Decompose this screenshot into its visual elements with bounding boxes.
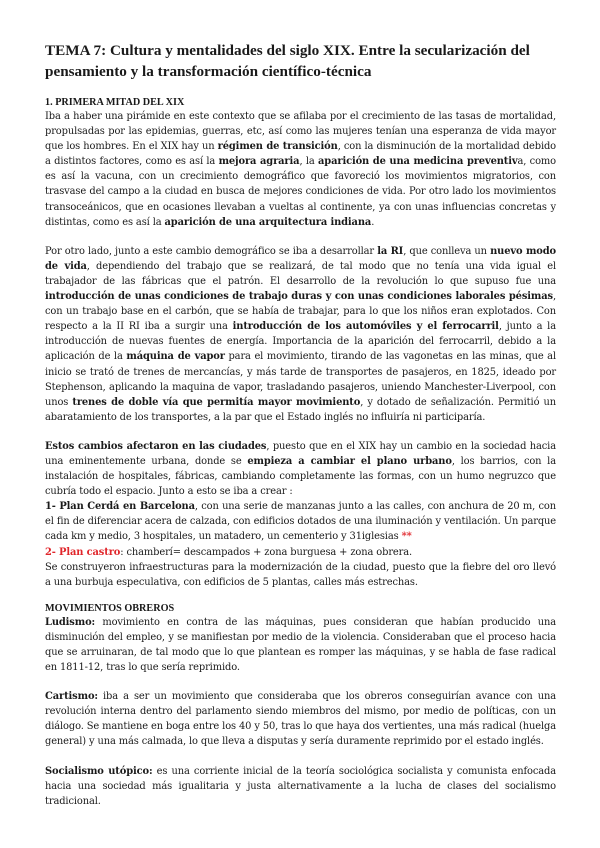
text-run: , junto a la introducción de nuevas fuentes de energía. Importancia de la aparición del ferrocarril, debido a la aplicación de la <box>45 321 556 363</box>
bold-text: introducción de unas condiciones de trabajo duras y con unas condiciones laborales pésimas <box>45 291 553 303</box>
bold-text: empieza a cambiar el plano urbano <box>247 455 452 467</box>
bold-text: nuevo modo de vida <box>45 245 556 272</box>
text-run: , los barrios, con la instalación de hospitales, fábricas, cambiando completamente las formas, con un humo negruzco que cubría todo el espacio. Junto a esto se iba a crear : <box>45 455 556 498</box>
text-run: : chamberí= descampados + zona burguesa + zona obrera. <box>120 546 413 558</box>
text-run: iba a ser un movimiento que consideraba que los obreros conseguirían avance con una revolución interna dentro del parlamento siendo miembros del mismo, por medio de políticas, con un diálogo. Se mantiene en boga entre los 40 y 50, tras lo que haya dos vertientes, una más radical (huelga general) y una más calmada, lo que lleva a disputas y sería duramente reprimido por el estado inglés. <box>45 691 556 748</box>
bold-text: Cartismo: <box>45 691 98 703</box>
text-run: para el movimiento, tirando de las vagonetas en las minas, que al inicio se trató de trenes de mercancías, y más tarde de transportes de pasajeros, en 1825, ideado por Stephenson, aplicando la maquina de vapor, trasladando pasajeros, uniendo Manchester-Liverpool, con unos <box>45 351 556 408</box>
text-run: , que conlleva un <box>403 245 491 257</box>
paragraph-socialismo-utopico <box>45 764 556 809</box>
highlight-text: 2- Plan castro <box>45 546 121 558</box>
text-run: , con un trabajo base en el carbón, que se había de trabajar, para lo que los niños eran explotados. Con respecto a la II RI iba a surgir una <box>45 291 556 333</box>
paragraph-revolucion-industrial <box>45 244 556 425</box>
text-run: , dependiendo del trabajo que se realizará, de tal modo que no tenía una vida igual el trabajador de las fábricas que el patrón. El desarrollo de la revolución lo que supuso fue una <box>45 260 556 287</box>
bold-text: Estos cambios afectaron en las ciudades <box>45 440 267 452</box>
text-run: . <box>371 216 375 228</box>
paragraph-demografia <box>45 109 556 230</box>
text-run: a, como es así la vacuna, con un crecimiento demográfico que favoreció los movimientos migratorios, con trasvase del campo a la ciudad en busca de mejores condiciones de vida. Por otro lado los movimientos transoceánicos, que en ocasiones llevaban a vueltas al continente, ya con unas influencias concretas y distintas, como es así la <box>45 156 556 228</box>
paragraph-cartismo <box>45 689 556 749</box>
text-run: , y dotado de señalización. Permitió un abaratamiento de los transportes, a la par que el Estado inglés no influiría ni participaría. <box>45 396 556 423</box>
text-run: Iba a haber una pirámide en este contexto que se afilaba por el crecimiento de las tasas de mortalidad, propulsadas por las epidemias, guerras, etc, así como las mujeres tenían una esperanza de vida mayor que los hombres. En el XIX hay un <box>45 111 556 153</box>
bold-text: trenes de doble vía que permitía mayor movimiento <box>72 396 361 408</box>
text-run: , con una serie de manzanas junto a las calles, con anchura de 20 m, con el fin de diferenciar acera de calzada, con edificios dotados de una iluminación y ventilación. Un parque cada km y medio, 3 hospitales, un matadero, un cementerio y 31iglesias <box>45 501 556 543</box>
text-run: movimiento en contra de las máquinas, pues consideran que habían producido una disminución del empleo, y se manifiestan por medio de la violencia. Consideraban que el proceso hacia que se arruinaran, de tal modo que lo que plantean es romper las máquinas, y se habla de fase radical en 1811-12, tras lo que sería reprimido. <box>45 616 556 674</box>
bold-text: Ludismo: <box>45 616 96 628</box>
bold-text: aparición de una arquitectura indiana <box>164 216 372 228</box>
text-run: Por otro lado, junto a este cambio demográfico se iba a desarrollar <box>45 245 378 257</box>
text-run: , con la disminución de la mortalidad debido a distintos factores, como es así la <box>45 141 557 168</box>
bold-text: 1- Plan Cerdá en Barcelona <box>45 501 195 513</box>
text-run: , la <box>299 156 319 168</box>
bold-text: régimen de transición <box>217 141 338 153</box>
bold-text: máquina de vapor <box>126 351 225 363</box>
bold-text: aparición de una medicina preventiv <box>318 156 518 168</box>
bold-text: Socialismo utópico: <box>45 765 153 777</box>
bold-text: introducción de los automóviles y el ferrocarril <box>232 321 499 333</box>
paragraph-ludismo <box>45 615 556 675</box>
text-run: es una corriente inicial de la teoría sociológica socialista y comunista enfocada hacia una sociedad más igualitaria y justa alternativamente a la lucha de clases del socialismo tradicional. <box>45 765 556 807</box>
bold-text: mejora agraria <box>218 156 300 168</box>
paragraph-ciudades <box>45 439 556 590</box>
section-heading-primera-mitad: 1. PRIMERA MITAD DEL XIX <box>45 97 185 108</box>
text-run: , puesto que en el XIX hay un cambio en la sociedad hacia una eminentemente urbana, donde se <box>45 440 556 467</box>
section-heading-movimientos-obreros: MOVIMIENTOS OBREROS <box>45 602 175 614</box>
text-run: Se construyeron infraestructuras para la modernización de la ciudad, puesto que la fiebre del oro llevó a una burbuja especulativa, con edificios de 5 plantas, calles más estrechas. <box>45 561 556 588</box>
bold-text: la RI <box>377 245 404 257</box>
document-title: TEMA 7: Cultura y mentalidades del siglo XIX. Entre la secularización del pensamiento y la transformación científico-técnica <box>45 42 530 80</box>
highlight-text: ** <box>401 531 412 543</box>
